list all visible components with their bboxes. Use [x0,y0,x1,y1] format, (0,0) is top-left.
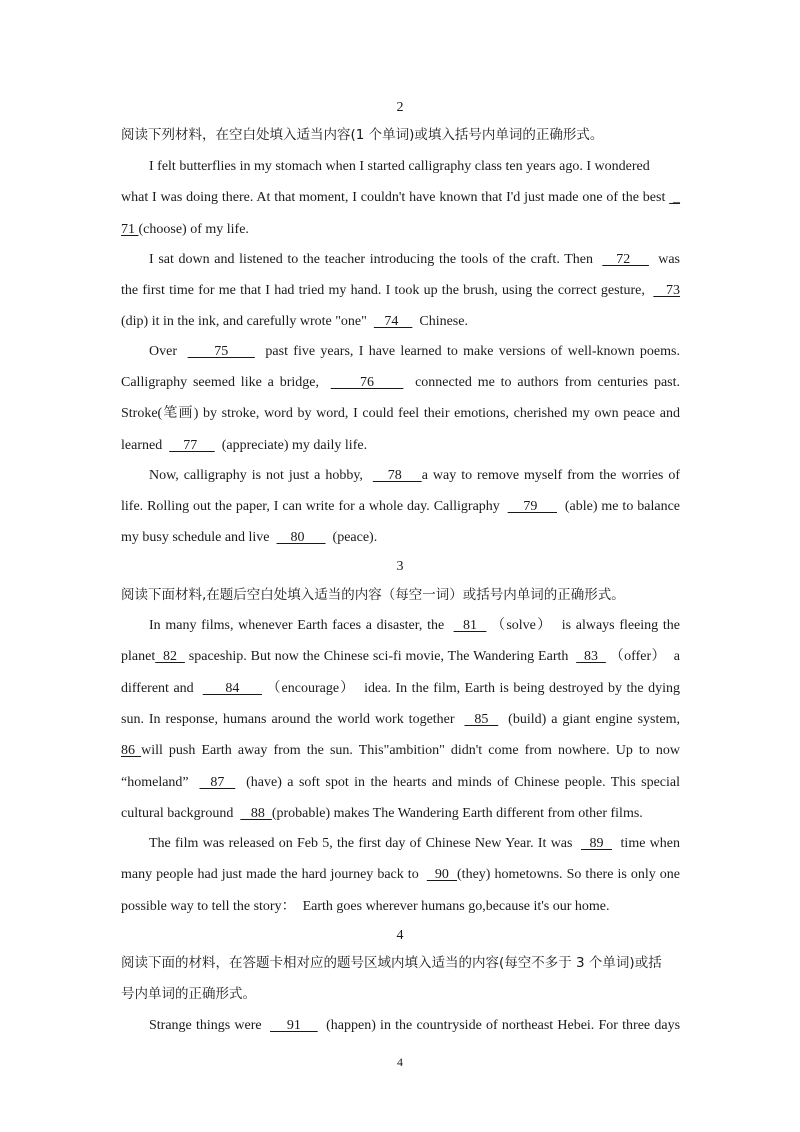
text-line [121,191,680,205]
text-line [121,900,610,914]
text-line [149,469,680,483]
text-line [121,650,680,664]
line-text: Strange things were [149,1018,271,1033]
line-text: planet [121,649,156,664]
line-text: I sat down and listened to the teacher introducing the tools of the craft. Then [149,252,603,267]
line-text: spaceship. But now the Chinese sci-fi movie, The Wandering Earth [184,649,577,664]
line-text: (probable) makes The Wandering Earth different from other films. [271,806,643,821]
text-line [149,837,680,851]
answer-blank: 81 [453,618,487,633]
line-text: connected me to authors from centuries past. [403,375,681,390]
line-text: time when [612,836,681,851]
line-text: （solve） is always fleeing the [486,618,680,633]
text-line [149,1019,680,1033]
answer-blank: 87 [199,775,236,790]
answer-blank: 73 [653,283,681,298]
answer-blank: 74 [373,314,413,329]
section-instruction: 阅读下列材料，在空白处填入适当内容(1 个单词)或填入括号内单词的正确形式。 [121,127,604,143]
line-text: (have) a soft spot in the hearts and minds of Chinese people. This special [235,775,681,790]
text-line [121,500,680,514]
text-line [121,868,680,882]
text-line [121,807,643,821]
answer-blank: 79 [507,499,557,514]
answer-blank: 83 [576,649,606,664]
answer-blank: 76 [330,375,404,390]
text-line [121,776,680,790]
section-number: 2 [396,100,404,115]
answer-blank: 85 [464,712,499,727]
line-text: I felt butterflies in my stomach when I started calligraphy class ten years ago. I wondered [149,159,650,174]
line-text: (appreciate) my daily life. [214,438,368,453]
line-text: “homeland” [121,775,200,790]
answer-blank: 91 [270,1018,318,1033]
answer-blank: 71 [121,222,139,237]
answer-blank: 72 [602,252,649,267]
line-text: will push Earth away from the sun. This"ambition" didn't come from nowhere. Up to now [141,743,680,758]
answer-blank: 90 [426,867,458,882]
text-line [121,376,680,390]
text-line [121,713,680,727]
text-line [121,682,680,696]
text-line [149,253,680,267]
answer-blank: 78 [372,468,422,483]
line-text: In many films, whenever Earth faces a disaster, the [149,618,454,633]
section-number: 3 [396,559,404,574]
line-text: learned [121,438,170,453]
answer-blank: 80 [276,530,326,545]
text-line [121,315,468,329]
line-text: was [648,252,681,267]
line-text: The film was released on Feb 5, the first day of Chinese New Year. It was [149,836,581,851]
text-line [121,531,377,545]
line-text: different and [121,681,203,696]
line-text: Calligraphy seemed like a bridge, [121,375,331,390]
text-line [149,619,680,633]
line-text: (peace). [325,530,378,545]
line-text: (able) me to balance [556,499,680,514]
answer-blank: 88 [240,806,272,821]
answer-blank: 82 [155,649,185,664]
line-text: the first time for me that I had tried my hand. I took up the brush, using the correct gesture, [121,283,654,298]
text-line [121,223,249,237]
answer-blank: 75 [187,344,255,359]
text-line [121,744,680,758]
section-instruction: 阅读下面的材料，在答题卡相对应的题号区域内填入适当的内容(每空不多于 3 个单词)或括 [121,955,662,971]
answer-blank: 89 [581,836,613,851]
answer-blank: 84 [202,681,262,696]
line-text: life. Rolling out the paper, I can write for a whole day. Calligraphy [121,499,508,514]
line-text: (build) a giant engine system, [498,712,680,727]
line-text: Stroke(笔画) by stroke, word by word, I could feel their emotions, cherished my own peace and [121,406,680,421]
line-text: (happen) in the countryside of northeast Hebei. For three days [317,1018,681,1033]
line-text: past five years, I have learned to make versions of well-known poems. [254,344,680,359]
section-instruction: 阅读下面材料,在题后空白处填入适当的内容（每空一词）或括号内单词的正确形式。 [121,587,625,603]
answer-blank: 86 [121,743,142,758]
line-text: my busy schedule and live [121,530,277,545]
answer-blank: _ [669,190,681,205]
line-text: Chinese. [412,314,468,329]
text-line [121,284,680,298]
text-line [149,345,680,359]
section-number: 4 [396,928,404,943]
line-text: (dip) it in the ink, and carefully wrote "one" [121,314,374,329]
line-text: sun. In response, humans around the world work together [121,712,465,727]
page-number: 4 [397,1055,403,1069]
section-instruction-continued: 号内单词的正确形式。 [121,986,256,1002]
answer-blank: 77 [169,438,215,453]
line-text: Over [149,344,188,359]
line-text: many people had just made the hard journey back to [121,867,427,882]
line-text: (they) hometowns. So there is only one [457,867,681,882]
line-text: （encourage） idea. In the film, Earth is being destroyed by the dying [261,681,680,696]
line-text: Now, calligraphy is not just a hobby, [149,468,373,483]
line-text: （offer） a [605,649,680,664]
line-text: cultural background [121,806,241,821]
text-line [121,407,680,421]
text-line [121,439,367,453]
line-text: a way to remove myself from the worries of [421,468,680,483]
line-text: (choose) of my life. [138,222,249,237]
text-line [149,160,650,174]
line-text: possible way to tell the story： Earth goes wherever humans go,because it's our home. [121,899,610,914]
line-text: what I was doing there. At that moment, I couldn't have known that I'd just made one of the best [121,190,670,205]
